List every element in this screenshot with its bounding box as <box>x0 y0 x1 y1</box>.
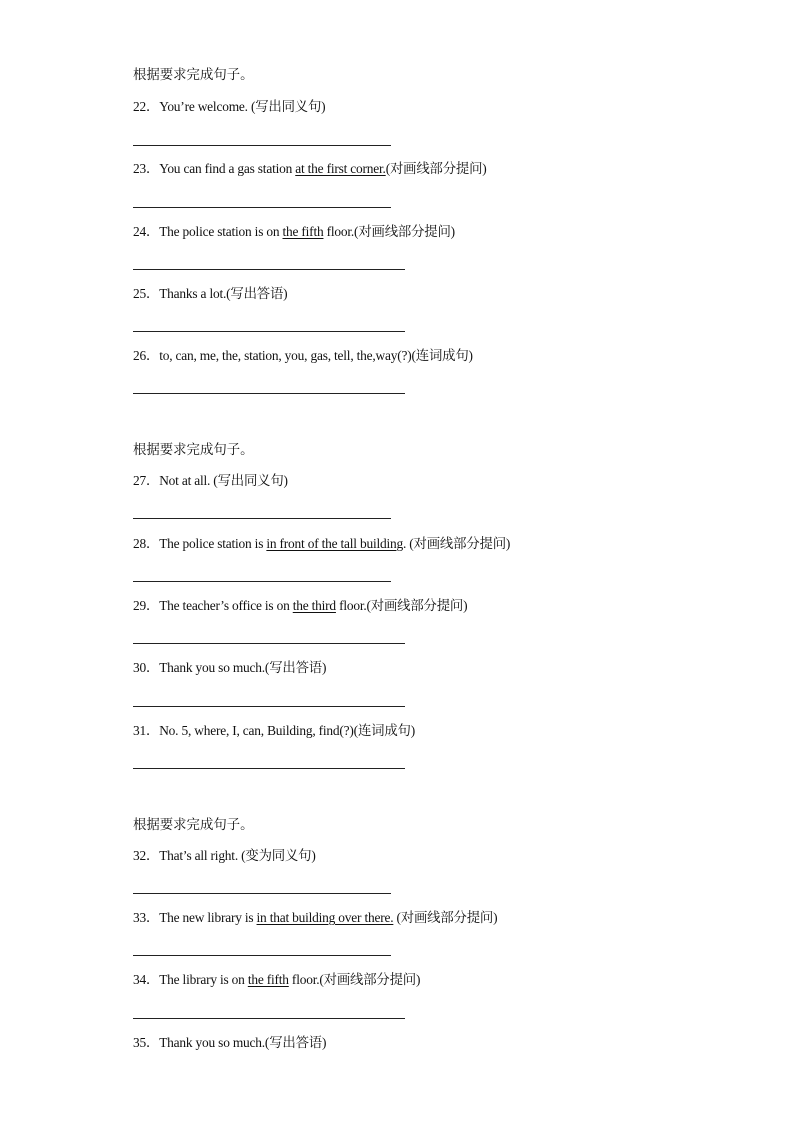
section-heading: 根据要求完成句子。 <box>133 817 254 832</box>
question-item <box>133 472 288 490</box>
question-item <box>133 722 415 740</box>
underlined-phrase: the fifth <box>247 972 289 987</box>
question-text: (对画线部分提问) <box>393 910 498 925</box>
section-heading: 根据要求完成句子。 <box>133 67 254 82</box>
answer-line[interactable] <box>133 145 391 146</box>
question-text: floor.(对画线部分提问) <box>335 598 468 613</box>
answer-line[interactable] <box>133 331 405 332</box>
question-item <box>133 535 510 553</box>
question-number: 32． <box>133 848 160 863</box>
question-number: 31． <box>133 723 160 738</box>
answer-line[interactable] <box>133 706 405 707</box>
question-text: The teacher’s office is on <box>159 598 293 613</box>
section-heading: 根据要求完成句子。 <box>133 442 254 457</box>
question-text: Thanks a lot.(写出答语) <box>159 286 288 301</box>
question-text: Thank you so much.(写出答语) <box>159 1035 327 1050</box>
question-text: The police station is on <box>159 224 283 239</box>
question-item <box>133 659 326 677</box>
question-number: 23． <box>133 161 160 176</box>
question-text: Not at all. (写出同义句) <box>159 473 288 488</box>
question-item <box>133 597 467 615</box>
question-item <box>133 347 473 365</box>
question-text: (对画线部分提问) <box>385 161 487 176</box>
question-text: to, can, me, the, station, you, gas, tell, the,way(?)(连词成句) <box>159 348 473 363</box>
question-item <box>133 223 455 241</box>
question-text: . (对画线部分提问) <box>403 536 511 551</box>
question-number: 27． <box>133 473 160 488</box>
question-text: The police station is <box>159 536 267 551</box>
question-item <box>133 847 316 865</box>
underlined-phrase: the fifth <box>282 224 324 239</box>
question-item <box>133 285 287 303</box>
answer-line[interactable] <box>133 643 405 644</box>
answer-line[interactable] <box>133 269 405 270</box>
question-text: The new library is <box>159 910 257 925</box>
question-item <box>133 98 325 116</box>
question-item <box>133 909 497 927</box>
answer-line[interactable] <box>133 207 391 208</box>
underlined-phrase: in front of the tall building <box>266 536 403 551</box>
question-text: floor.(对画线部分提问) <box>288 972 421 987</box>
question-text: No. 5, where, I, can, Building, find(?)(连词成句) <box>159 723 415 738</box>
question-number: 28． <box>133 536 160 551</box>
question-number: 35． <box>133 1035 160 1050</box>
answer-line[interactable] <box>133 1018 405 1019</box>
question-number: 24． <box>133 224 160 239</box>
answer-line[interactable] <box>133 581 391 582</box>
question-number: 34． <box>133 972 160 987</box>
answer-line[interactable] <box>133 393 405 394</box>
question-number: 25． <box>133 286 160 301</box>
question-number: 30． <box>133 660 160 675</box>
question-number: 26． <box>133 348 160 363</box>
answer-line[interactable] <box>133 518 391 519</box>
underlined-phrase: at the first corner. <box>295 161 386 176</box>
question-text: The library is on <box>159 972 248 987</box>
underlined-phrase: in that building over there. <box>256 910 394 925</box>
question-text: You can find a gas station <box>159 161 296 176</box>
question-text: That’s all right. (变为同义句) <box>159 848 316 863</box>
question-item <box>133 160 487 178</box>
question-number: 33． <box>133 910 160 925</box>
answer-line[interactable] <box>133 768 405 769</box>
underlined-phrase: the third <box>292 598 336 613</box>
question-text: Thank you so much.(写出答语) <box>159 660 327 675</box>
question-item <box>133 971 420 989</box>
question-number: 22． <box>133 99 160 114</box>
question-text: You’re welcome. (写出同义句) <box>159 99 326 114</box>
answer-line[interactable] <box>133 955 391 956</box>
question-text: floor.(对画线部分提问) <box>323 224 455 239</box>
answer-line[interactable] <box>133 893 391 894</box>
question-number: 29． <box>133 598 160 613</box>
question-item <box>133 1034 326 1052</box>
